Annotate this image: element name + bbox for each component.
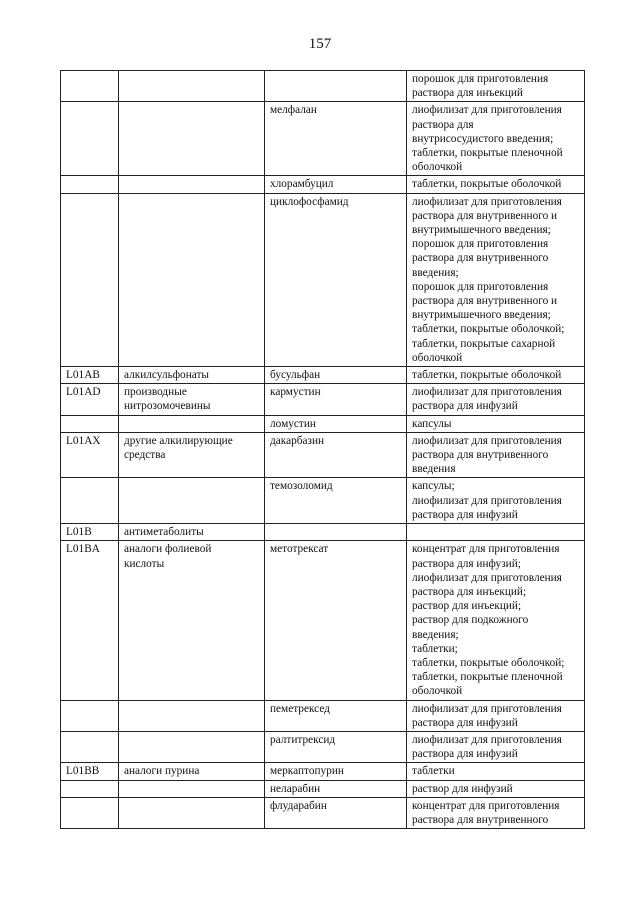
drug-cell: темозоломид <box>265 478 407 524</box>
atc-code-cell <box>61 797 119 828</box>
atc-code-cell <box>61 780 119 797</box>
atc-code-cell: L01AX <box>61 432 119 478</box>
form-cell: концентрат для приготовления раствора для внутривенного <box>407 797 585 828</box>
form-cell: таблетки, покрытые оболочкой <box>407 367 585 384</box>
group-cell <box>119 478 265 524</box>
group-cell: другие алкилирующие средства <box>119 432 265 478</box>
form-cell: раствор для инфузий <box>407 780 585 797</box>
group-cell <box>119 797 265 828</box>
group-cell <box>119 700 265 731</box>
group-cell: аналоги пурина <box>119 763 265 780</box>
table-row <box>61 102 585 176</box>
table-row <box>61 432 585 478</box>
table-row <box>61 524 585 541</box>
drug-cell: дакарбазин <box>265 432 407 478</box>
atc-code-cell <box>61 478 119 524</box>
table-row <box>61 541 585 700</box>
group-cell <box>119 415 265 432</box>
form-cell: лиофилизат для приготовления раствора для инфузий <box>407 731 585 762</box>
table-row <box>61 415 585 432</box>
group-cell <box>119 193 265 366</box>
drug-cell: ломустин <box>265 415 407 432</box>
atc-code-cell: L01AB <box>61 367 119 384</box>
drug-cell: пеметрексед <box>265 700 407 731</box>
group-cell: алкилсульфонаты <box>119 367 265 384</box>
form-cell: лиофилизат для приготовления раствора для внутривенного и внутримышечного введения; порошок для приготовления раствора для внутривенного введения; порошок для приготовления раствора для внутривенного и внутримышечного введения; таблетки, покрытые оболочкой; таблетки, покрытые сахарной оболочкой <box>407 193 585 366</box>
drug-cell: ралтитрексид <box>265 731 407 762</box>
form-cell: порошок для приготовления раствора для инъекций <box>407 71 585 102</box>
form-cell: таблетки <box>407 763 585 780</box>
atc-code-cell <box>61 102 119 176</box>
form-cell: лиофилизат для приготовления раствора для инфузий <box>407 384 585 415</box>
atc-code-cell: L01BB <box>61 763 119 780</box>
group-cell: аналоги фолиевой кислоты <box>119 541 265 700</box>
form-cell <box>407 524 585 541</box>
table-row <box>61 71 585 102</box>
form-cell: капсулы <box>407 415 585 432</box>
drug-table <box>60 70 585 829</box>
atc-code-cell <box>61 415 119 432</box>
table-row <box>61 797 585 828</box>
form-cell: лиофилизат для приготовления раствора для инфузий <box>407 700 585 731</box>
group-cell <box>119 731 265 762</box>
drug-cell: кармустин <box>265 384 407 415</box>
atc-code-cell <box>61 700 119 731</box>
atc-code-cell: L01B <box>61 524 119 541</box>
table-row <box>61 731 585 762</box>
atc-code-cell <box>61 193 119 366</box>
table-row <box>61 478 585 524</box>
atc-code-cell: L01AD <box>61 384 119 415</box>
drug-cell: флударабин <box>265 797 407 828</box>
page-number: 157 <box>308 36 332 52</box>
table-row <box>61 176 585 193</box>
group-cell <box>119 780 265 797</box>
atc-code-cell <box>61 176 119 193</box>
drug-cell: мелфалан <box>265 102 407 176</box>
drug-cell: бусульфан <box>265 367 407 384</box>
table-row <box>61 700 585 731</box>
form-cell: таблетки, покрытые оболочкой <box>407 176 585 193</box>
table-row <box>61 780 585 797</box>
table-row <box>61 193 585 366</box>
drug-cell: хлорамбуцил <box>265 176 407 193</box>
drug-cell <box>265 71 407 102</box>
drug-cell: циклофосфамид <box>265 193 407 366</box>
group-cell <box>119 71 265 102</box>
atc-code-cell: L01BA <box>61 541 119 700</box>
group-cell <box>119 102 265 176</box>
drug-cell <box>265 524 407 541</box>
table-row <box>61 384 585 415</box>
group-cell: антиметаболиты <box>119 524 265 541</box>
table-row <box>61 367 585 384</box>
form-cell: капсулы; лиофилизат для приготовления раствора для инфузий <box>407 478 585 524</box>
form-cell: лиофилизат для приготовления раствора для внутривенного введения <box>407 432 585 478</box>
table-row <box>61 763 585 780</box>
form-cell: концентрат для приготовления раствора для инфузий; лиофилизат для приготовления раствора для инъекций; раствор для инъекций; раствор для подкожного введения; таблетки; таблетки, покрытые оболочкой; таблетки, покрытые пленочной оболочкой <box>407 541 585 700</box>
drug-cell: метотрексат <box>265 541 407 700</box>
drug-cell: меркаптопурин <box>265 763 407 780</box>
atc-code-cell <box>61 71 119 102</box>
drug-cell: неларабин <box>265 780 407 797</box>
form-cell: лиофилизат для приготовления раствора для внутрисосудистого введения; таблетки, покрытые пленочной оболочкой <box>407 102 585 176</box>
group-cell: производные нитрозомочевины <box>119 384 265 415</box>
atc-code-cell <box>61 731 119 762</box>
group-cell <box>119 176 265 193</box>
